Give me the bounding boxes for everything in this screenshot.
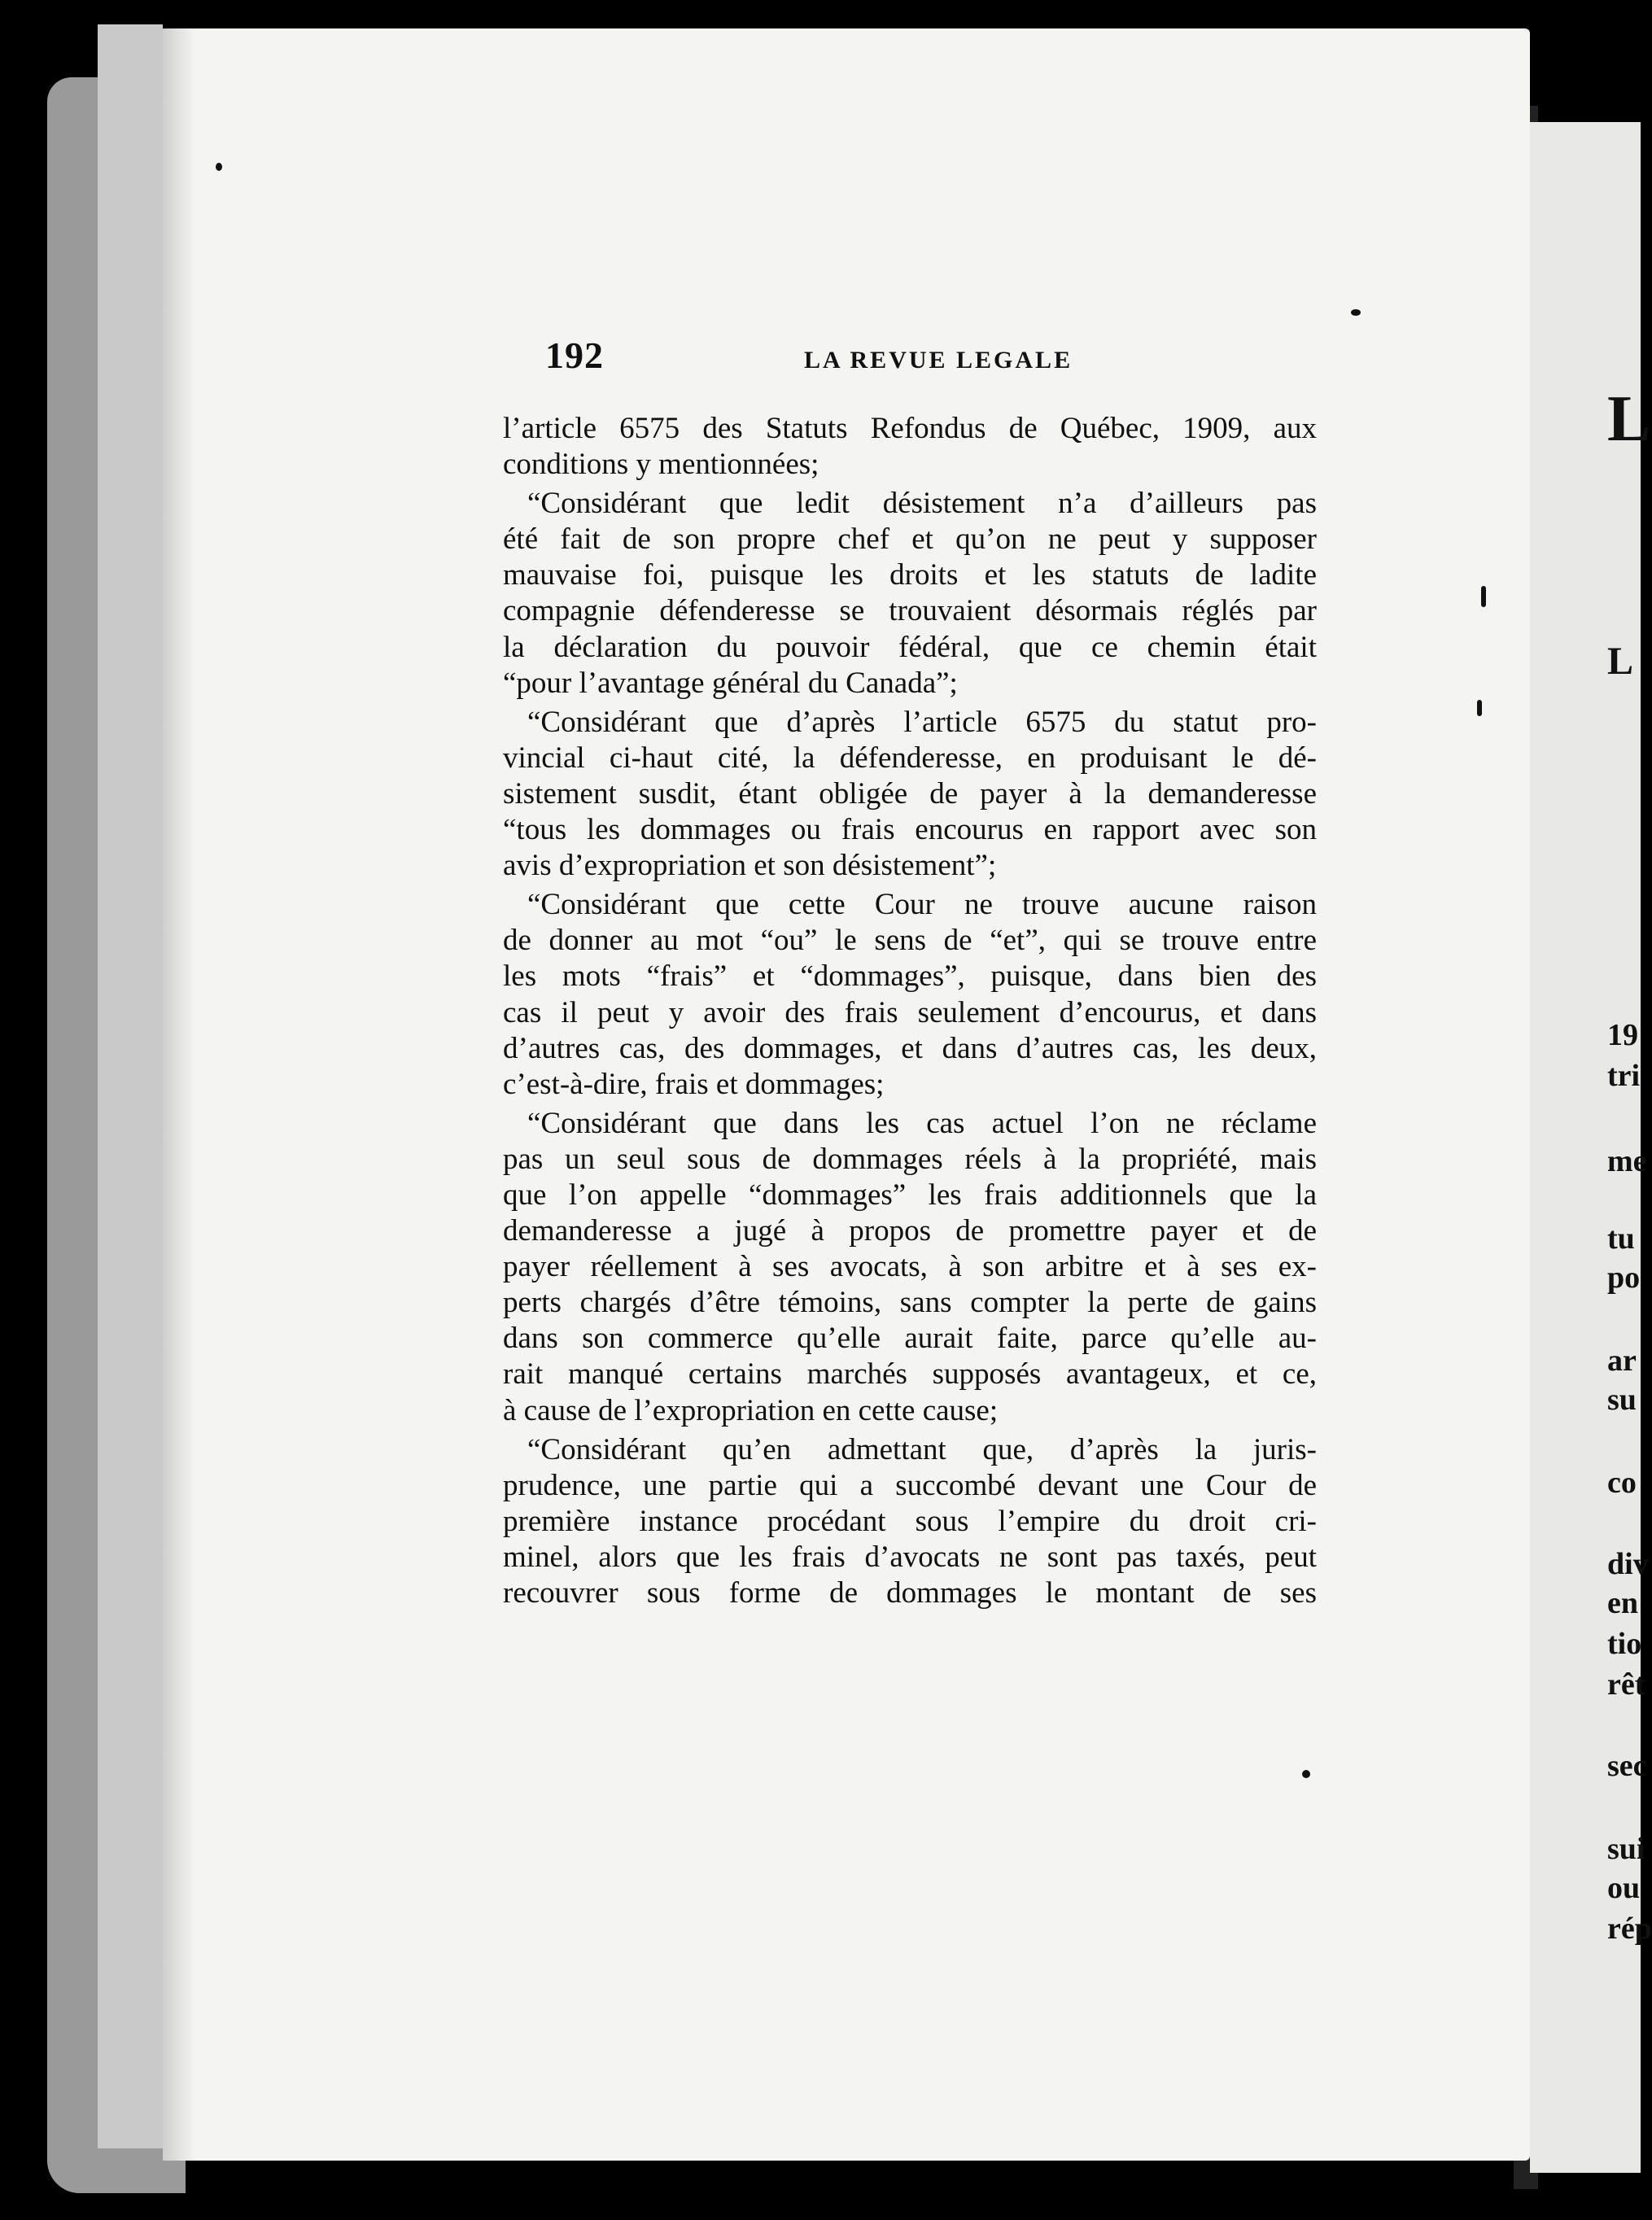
facing-page-fragment: me xyxy=(1607,1144,1647,1178)
page-header xyxy=(545,334,1359,391)
text-line: perts chargés d’être témoins, sans compter la perte de gains xyxy=(503,1286,1317,1320)
facing-page-fragment: tio xyxy=(1607,1627,1642,1661)
page-number: 192 xyxy=(545,334,604,376)
facing-page-fragment: div xyxy=(1607,1547,1649,1581)
text-line: la déclaration du pouvoir fédéral, que ce chemin était xyxy=(503,630,1317,664)
paragraph xyxy=(503,887,1317,1103)
text-line: “Considérant que dans les cas actuel l’on ne réclame xyxy=(527,1106,1317,1140)
ink-speck xyxy=(216,163,222,171)
page-stack-edge xyxy=(98,24,163,2148)
text-line: rait manqué certains marchés supposés avantageux, et ce, xyxy=(503,1357,1317,1392)
facing-page-fragment: en xyxy=(1607,1586,1638,1620)
text-line: “pour l’avantage général du Canada”; xyxy=(503,666,958,700)
text-line: l’article 6575 des Statuts Refondus de Québec, 1909, aux xyxy=(503,412,1317,445)
text-line: que l’on appelle “dommages” les frais additionnels que la xyxy=(503,1178,1317,1212)
text-line: été fait de son propre chef et qu’on ne peut y supposer xyxy=(503,522,1317,557)
text-line: d’autres cas, des dommages, et dans d’autres cas, les deux, xyxy=(503,1031,1317,1065)
facing-page-fragment: sec xyxy=(1607,1749,1647,1783)
facing-page-fragment: tri xyxy=(1607,1059,1641,1093)
page-shadow xyxy=(163,28,195,2161)
facing-page-fragment: co xyxy=(1607,1466,1637,1500)
facing-page-fragment: sui xyxy=(1607,1832,1645,1866)
text-line: pas un seul sous de dommages réels à la propriété, mais xyxy=(503,1142,1317,1176)
facing-page-fragment: rêt xyxy=(1607,1667,1645,1702)
text-line: compagnie défenderesse se trouvaient désormais réglés par xyxy=(503,594,1317,628)
text-line: vincial ci-haut cité, la défenderesse, en produisant le dé- xyxy=(503,741,1317,775)
paragraph xyxy=(503,705,1317,884)
text-line: sistement susdit, étant obligée de payer à la demanderesse xyxy=(503,776,1317,811)
facing-page-fragment: 19 xyxy=(1607,1018,1638,1052)
text-line: avis d’expropriation et son désistement”; xyxy=(503,849,997,883)
paragraph xyxy=(503,411,1317,483)
ink-speck xyxy=(1351,309,1361,316)
facing-page-fragment: rép xyxy=(1607,1912,1652,1946)
text-line: “Considérant que d’après l’article 6575 du statut pro- xyxy=(527,705,1317,739)
facing-page-fragment: tu xyxy=(1607,1221,1635,1256)
text-line: payer réellement à ses avocats, à son arbitre et à ses ex- xyxy=(503,1250,1317,1284)
body-text xyxy=(503,411,1317,1611)
text-line: “Considérant que cette Cour ne trouve aucune raison xyxy=(527,888,1317,922)
text-line: recouvrer sous forme de dommages le montant de ses xyxy=(503,1576,1317,1610)
ink-speck xyxy=(1477,700,1482,716)
text-line: dans son commerce qu’elle aurait faite, parce qu’elle au- xyxy=(503,1322,1317,1356)
text-line: demanderesse a jugé à propos de promettre payer et de xyxy=(503,1214,1317,1248)
paragraph xyxy=(503,486,1317,701)
facing-page-fragment: ou xyxy=(1607,1871,1641,1905)
facing-page-fragment: su xyxy=(1607,1383,1637,1417)
text-line: les mots “frais” et “dommages”, puisque, dans bien des xyxy=(503,959,1317,994)
text-line: prudence, une partie qui a succombé devant une Cour de xyxy=(503,1468,1317,1502)
text-line: première instance procédant sous l’empire du droit cri- xyxy=(503,1504,1317,1538)
text-line: de donner au mot “ou” le sens de “et”, qui se trouve entre xyxy=(503,924,1317,958)
facing-page-fragment: L xyxy=(1607,640,1634,683)
text-line: conditions y mentionnées; xyxy=(503,448,819,482)
text-line: “Considérant qu’en admettant que, d’après la juris- xyxy=(527,1432,1317,1466)
text-line: c’est-à-dire, frais et dommages; xyxy=(503,1067,885,1101)
text-line: “tous les dommages ou frais encourus en rapport avec son xyxy=(503,813,1317,847)
text-line: à cause de l’expropriation en cette cause; xyxy=(503,1393,999,1427)
text-line: cas il peut y avoir des frais seulement d’encourus, et dans xyxy=(503,995,1317,1029)
text-line: “Considérant que ledit désistement n’a d’ailleurs pas xyxy=(527,487,1317,521)
ink-speck xyxy=(1302,1770,1310,1778)
facing-page-fragment: po xyxy=(1607,1261,1641,1295)
paragraph xyxy=(503,1432,1317,1611)
running-head: LA REVUE LEGALE xyxy=(804,347,1073,374)
ink-speck xyxy=(1481,586,1486,607)
facing-page-fragment: ar xyxy=(1607,1344,1637,1378)
text-line: minel, alors que les frais d’avocats ne sont pas taxés, peut xyxy=(503,1540,1317,1574)
paragraph xyxy=(503,1106,1317,1429)
facing-page-fragment: L xyxy=(1607,383,1651,455)
text-line: mauvaise foi, puisque les droits et les statuts de ladite xyxy=(503,558,1317,592)
